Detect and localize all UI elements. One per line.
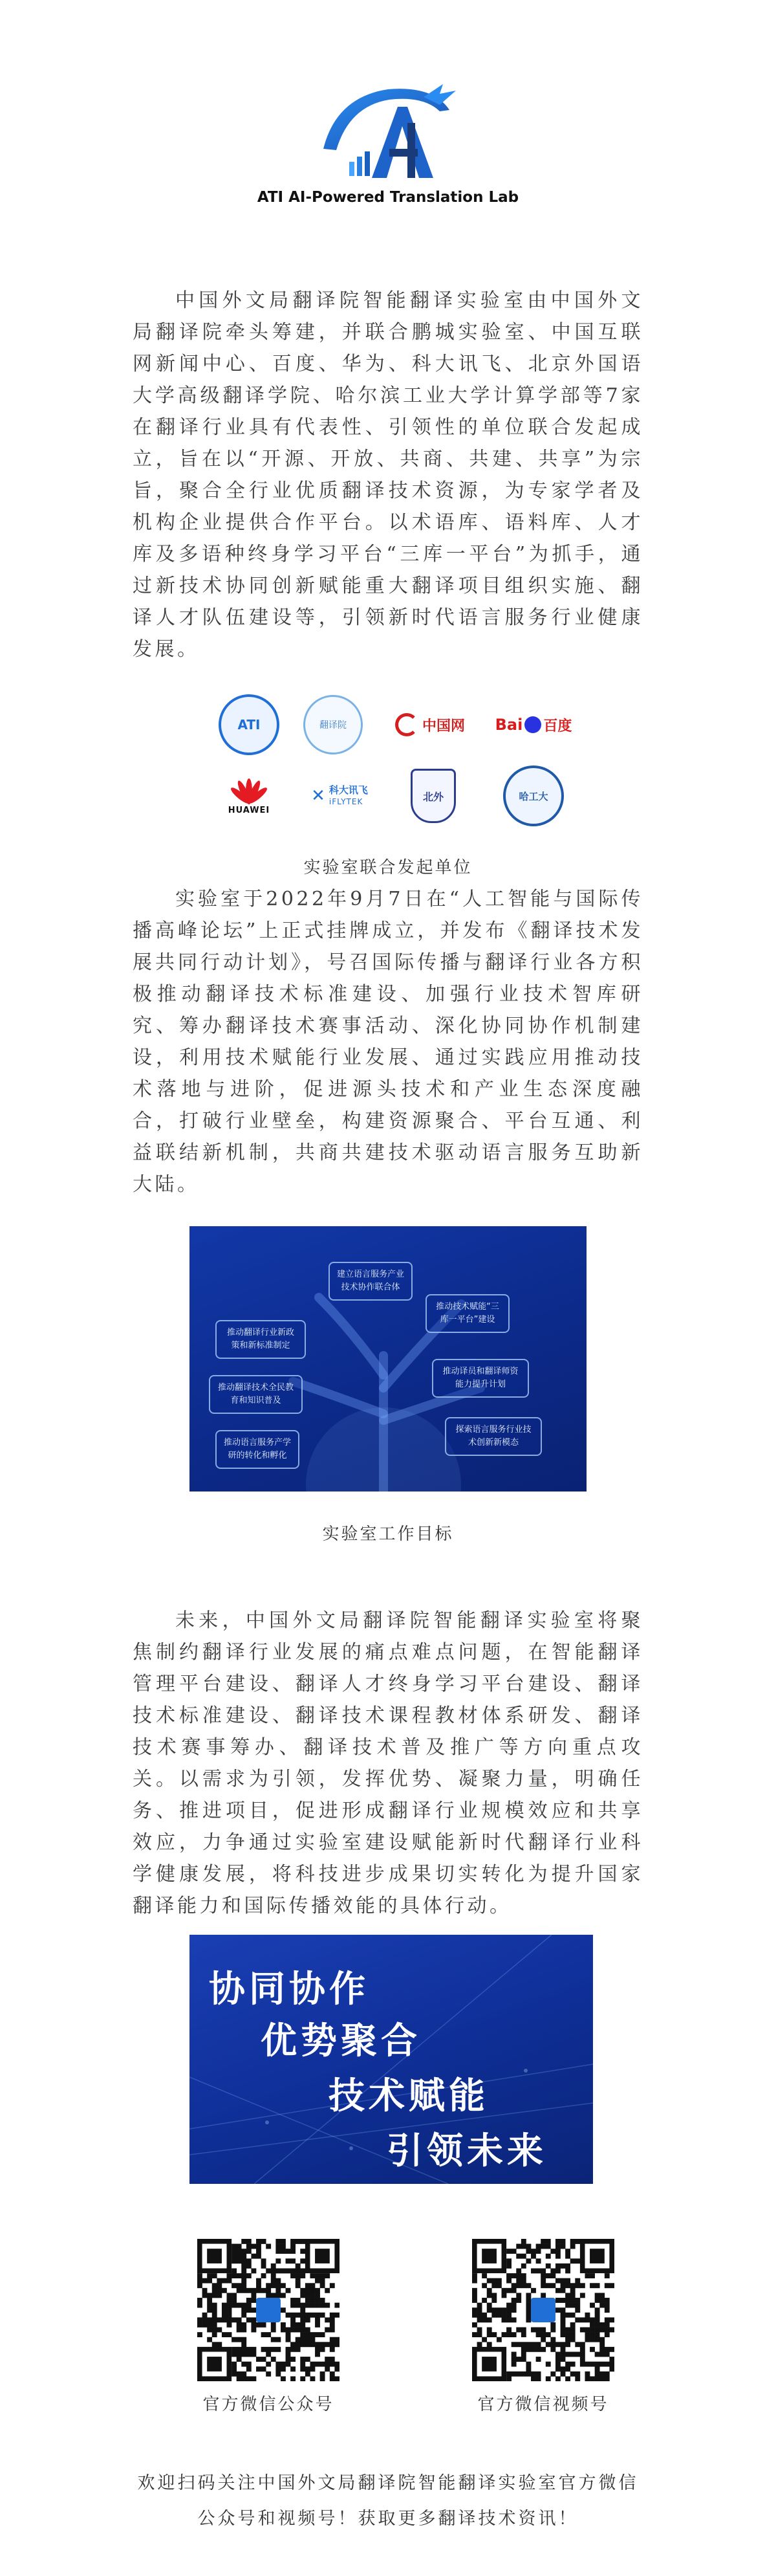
- baidu-paw-icon: [524, 716, 541, 733]
- ati-small-icon: ATI: [237, 717, 261, 732]
- ati-logo-icon: [310, 71, 466, 184]
- history-paragraph: 实验室于2022年9月7日在“人工智能与国际传播高峰论坛”上正式挂牌成立，并发布《翻译技术发展共同行动计划》，号召国际传播与翻译行业各方积极推动翻译技术标准建设、加强行业技术智库研究、筹办翻译技术赛事活动、深化协同协作机制建设，利用技术赋能行业发展、通过实践应用推动技术落地与进阶，促进源头技术和产业生态深度融合，打破行业壁垒，构建资源聚合、平台互通、利益联结新机制，共商共建技术驱动语言服务互助新大陆。: [133, 888, 643, 1196]
- slogan-3: 技术赋能: [329, 2075, 489, 2117]
- qr-code-icon: [197, 2239, 339, 2381]
- slogan-2: 优势聚合: [261, 2020, 421, 2062]
- partner-logo-baidu: Bai 百度: [495, 716, 572, 734]
- qr-code-official-account[interactable]: [197, 2239, 339, 2381]
- bfsu-shield-icon: 北外: [411, 769, 456, 823]
- goal-box-7: 探索语言服务行业技术创新新模态: [445, 1417, 542, 1456]
- slogan-graphic: [189, 1935, 593, 2184]
- partner-logo-iflytek: ✕ 科大讯飞 iFLYTEK: [311, 784, 368, 806]
- iflytek-icon: ✕: [311, 786, 325, 806]
- qr-code-video-account[interactable]: [472, 2239, 614, 2381]
- future-paragraph: 未来，中国外文局翻译院智能翻译实验室将聚焦制约翻译行业发展的痛点难点问题，在智能翻译管理平台建设、翻译人才终身学习平台建设、翻译技术标准建设、翻译技术课程教材体系研发、翻译技术赛事筹办、翻译技术普及推广等方向重点攻关。以需求为引领，发挥优势、凝聚力量，明确任务、推进项目，促进形成翻译行业规模效应和共享效应，力争通过实验室建设赋能新时代翻译行业科学健康发展，将科技进步成果切实转化为提升国家翻译能力和国际传播效能的具体行动。: [133, 1609, 643, 1917]
- goal-box-5: 推动译员和翻译师资能力提升计划: [432, 1359, 529, 1398]
- slogan-4: 引领未来: [387, 2130, 547, 2172]
- goal-box-1: 建立语言服务产业技术协作联合体: [329, 1262, 413, 1301]
- goal-box-6: 推动语言服务产学研的转化和孵化: [215, 1430, 299, 1469]
- partner-logos: [0, 692, 776, 822]
- lab-name: ATI AI-Powered Translation Lab: [257, 189, 519, 206]
- goal-box-2: 推动技术赋能“三库一平台”建设: [426, 1294, 510, 1333]
- partner-logo-institute: [291, 692, 375, 757]
- qr-caption-official-account: 官方微信公众号: [202, 2395, 334, 2414]
- huawei-flower-icon: [230, 777, 268, 806]
- footer-line-2: 公众号和视频号！获取更多翻译技术资讯！: [197, 2509, 579, 2529]
- qr-caption-video-account: 官方微信视频号: [477, 2395, 609, 2414]
- qr-center-logo-icon: [531, 2298, 555, 2322]
- hit-seal-icon: 哈工大: [519, 790, 548, 802]
- china-net-icon: [395, 713, 418, 736]
- partner-logo-ati: [207, 692, 291, 757]
- goals-graphic: [189, 1226, 587, 1492]
- goal-box-3: 推动翻译行业新政策和新标准制定: [215, 1320, 306, 1359]
- partner-logo-huawei: HUAWEI: [207, 764, 291, 828]
- qr-code-icon: [472, 2239, 614, 2381]
- institute-seal-icon: 翻译院: [319, 720, 347, 731]
- slogan-1: 协同协作: [209, 1968, 369, 2010]
- intro-paragraph: 中国外文局翻译院智能翻译实验室由中国外文局翻译院牵头筹建，并联合鹏城实验室、中国互联网新闻中心、百度、华为、科大讯飞、北京外国语大学高级翻译学院、哈尔滨工业大学计算学部等7家在翻译行业具有代表性、引领性的单位联合发起成立，旨在以“开源、开放、共商、共建、共享”为宗旨，聚合全行业优质翻译技术资源，为专家学者及机构企业提供合作平台。以术语库、语料库、人才库及多语种终身学习平台“三库一平台”为抓手，通过新技术协同创新赋能重大翻译项目组织实施、翻译人才队伍建设等，引领新时代语言服务行业健康发展。: [133, 289, 643, 661]
- qr-center-logo-icon: [256, 2298, 281, 2322]
- partner-logo-china-net: 中国网: [382, 692, 479, 757]
- lab-logo: [310, 71, 466, 184]
- partner-logo-bfsu: [391, 764, 475, 828]
- partners-caption: 实验室联合发起单位: [303, 858, 473, 877]
- goal-box-4: 推动翻译技术全民教育和知识普及: [209, 1375, 303, 1414]
- partner-logo-hit: [491, 764, 576, 828]
- goals-caption: 实验室工作目标: [322, 1525, 454, 1544]
- footer-line-1: 欢迎扫码关注中国外文局翻译院智能翻译实验室官方微信: [137, 2473, 639, 2493]
